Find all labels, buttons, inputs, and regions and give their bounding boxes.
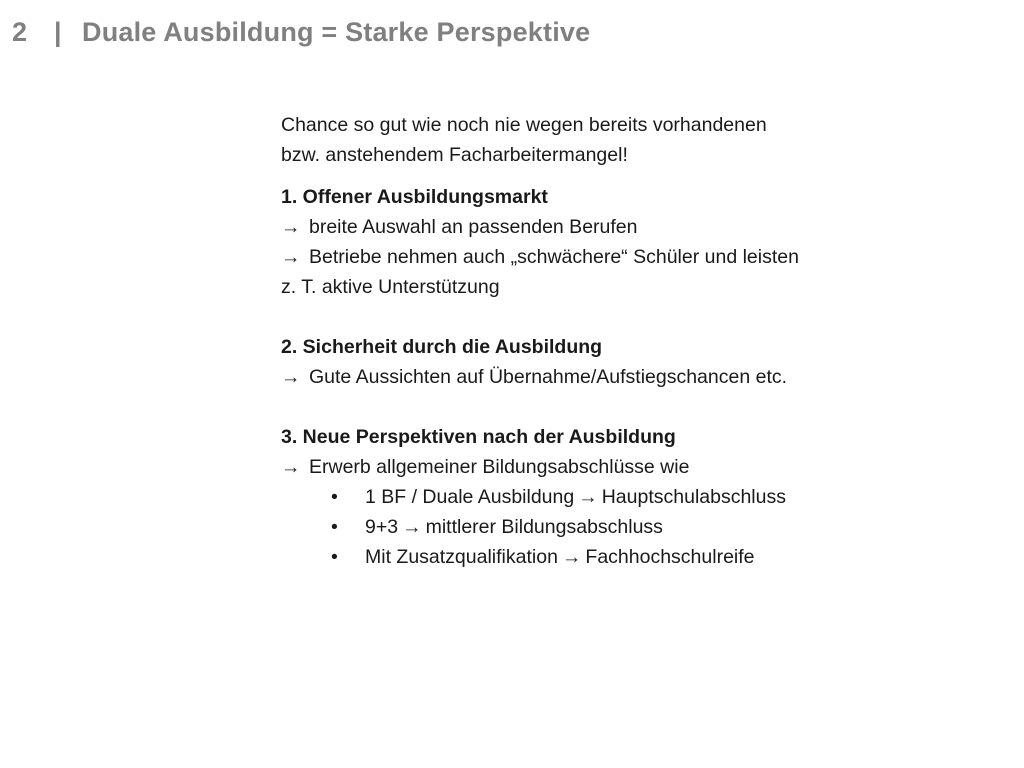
arrow-right-icon: → [561,546,582,568]
arrow-point [281,242,981,272]
header-separator: | [54,16,62,47]
point-text: Betriebe nehmen auch „schwächere“ Schüler und leisten [309,246,799,268]
bullet-from: 9+3 [365,516,399,538]
point-text: Erwerb allgemeiner Bildungsabschlüsse wie [309,456,690,478]
arrow-right-icon: → [281,456,301,478]
slide-title: Duale Ausbildung = Starke Perspektive [82,16,591,47]
bullet-icon: • [331,486,338,508]
point-text: breite Auswahl an passenden Berufen [309,216,638,238]
bullet-from: 1 BF / Duale Ausbildung [365,486,575,508]
bullet-icon: • [331,516,338,538]
arrow-right-icon: → [402,516,422,538]
bullet-to: Hauptschulabschluss [601,486,786,508]
bullet-icon: • [331,546,338,568]
arrow-point [281,452,981,482]
section-offener-ausbildungsmarkt [281,182,981,302]
intro-text [281,110,981,170]
bullet-to: mittlerer Bildungsabschluss [425,516,663,538]
list-item [331,512,981,542]
slide-header [12,12,590,52]
point-text: Gute Aussichten auf Übernahme/Aufstiegschancen etc. [309,366,788,388]
section-heading: 1. Offener Ausbildungsmarkt [281,186,548,208]
arrow-right-icon: → [578,486,598,508]
section-heading: 3. Neue Perspektiven nach der Ausbildung [281,426,676,448]
section-sicherheit [281,332,981,392]
arrow-point [281,212,981,242]
intro-line: bzw. anstehendem Facharbeitermangel! [281,144,628,166]
slide-number: 2 [12,16,28,47]
arrow-right-icon: → [281,216,301,238]
arrow-right-icon: → [281,366,301,388]
point-continuation: z. T. aktive Unterstützung [281,276,500,298]
arrow-right-icon: → [281,246,301,268]
bullet-to: Fachhochschulreife [585,546,755,568]
slide-content [281,110,981,602]
section-neue-perspektiven [281,422,981,572]
bullet-from: Mit Zusatzqualifikation [365,546,558,568]
arrow-point [281,362,981,392]
list-item [331,482,981,512]
list-item [331,542,981,572]
intro-line: Chance so gut wie noch nie wegen bereits vorhandenen [281,114,767,136]
section-heading: 2. Sicherheit durch die Ausbildung [281,336,603,358]
bullet-list [281,482,981,572]
